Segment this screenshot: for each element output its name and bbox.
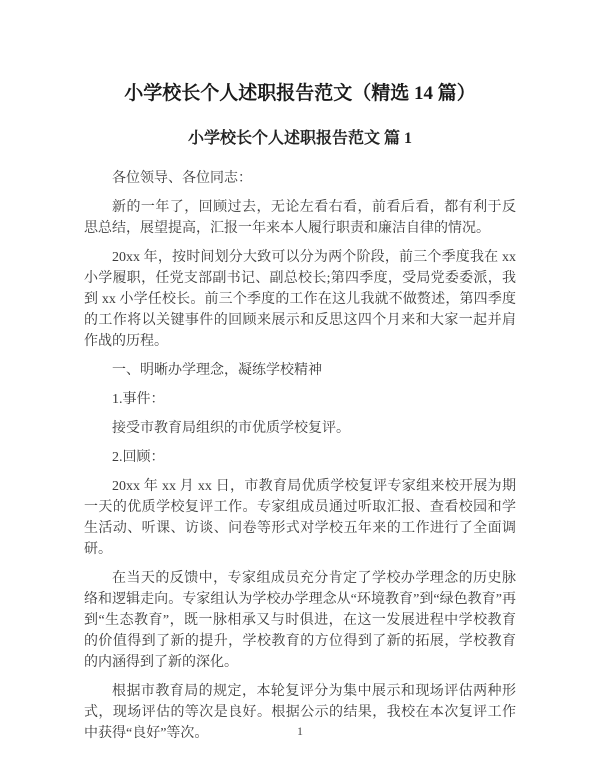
paragraph: 接受市教育局组织的市优质学校复评。 (112, 420, 350, 436)
paragraph: 在当天的反馈中，专家组成员充分肯定了学校办学理念的历史脉络和逻辑走向。专家组认为学校办学理念从“环境教育”到“绿色教育”再到“生态教育”，既一脉相承又与时俱进，在这一发展进程中学校教育的价值得到了新的提升，学校教育的方位得到了新的拓展，学校教育的内涵得到了新的深化。 (84, 570, 516, 670)
paragraph-item-label: 1.事件： (112, 391, 165, 407)
paragraph: 20xx 年，按时间划分大致可以分为两个阶段，前三个季度我在 xx 小学履职，任党支部副书记、副总校长;第四季度，受局党委委派，我到 xx 小学任校长。前三个季度的工作在这儿我就不做赘述，第四季度的工作将以关键事件的回顾来展示和反思这四个月来和大家一起并肩作战的历程。 (84, 249, 516, 349)
paragraph-item-label: 2.回顾： (112, 449, 165, 465)
document-content (84, 0, 516, 744)
paragraph: 20xx 年 xx 月 xx 日，市教育局优质学校复评专家组来校开展为期一天的优质学校复评工作。专家组成员通过听取汇报、查看校园和学生活动、听课、访谈、问卷等形式对学校五年来的工作进行了全面调研。 (84, 478, 516, 557)
paragraph: 根据市教育局的规定，本轮复评分为集中展示和现场评估两种形式，现场评估的等次是良好。根据公示的结果，我校在本次复评工作中获得“良好”等次。 (84, 683, 516, 741)
paragraph: 新的一年了，回顾过去，无论左看右看，前看后看，都有利于反思总结，展望提高，汇报一年来本人履行职责和廉洁自律的情况。 (84, 199, 516, 236)
paragraph-section-heading: 一、明晰办学理念，凝练学校精神 (112, 362, 322, 378)
document-title: 小学校长个人述职报告范文（精选 14 篇） (124, 83, 476, 104)
page-number: 1 (297, 724, 303, 738)
section-subtitle: 小学校长个人述职报告范文 篇 1 (187, 129, 412, 147)
paragraph-salutation: 各位领导、各位同志： (112, 170, 252, 186)
